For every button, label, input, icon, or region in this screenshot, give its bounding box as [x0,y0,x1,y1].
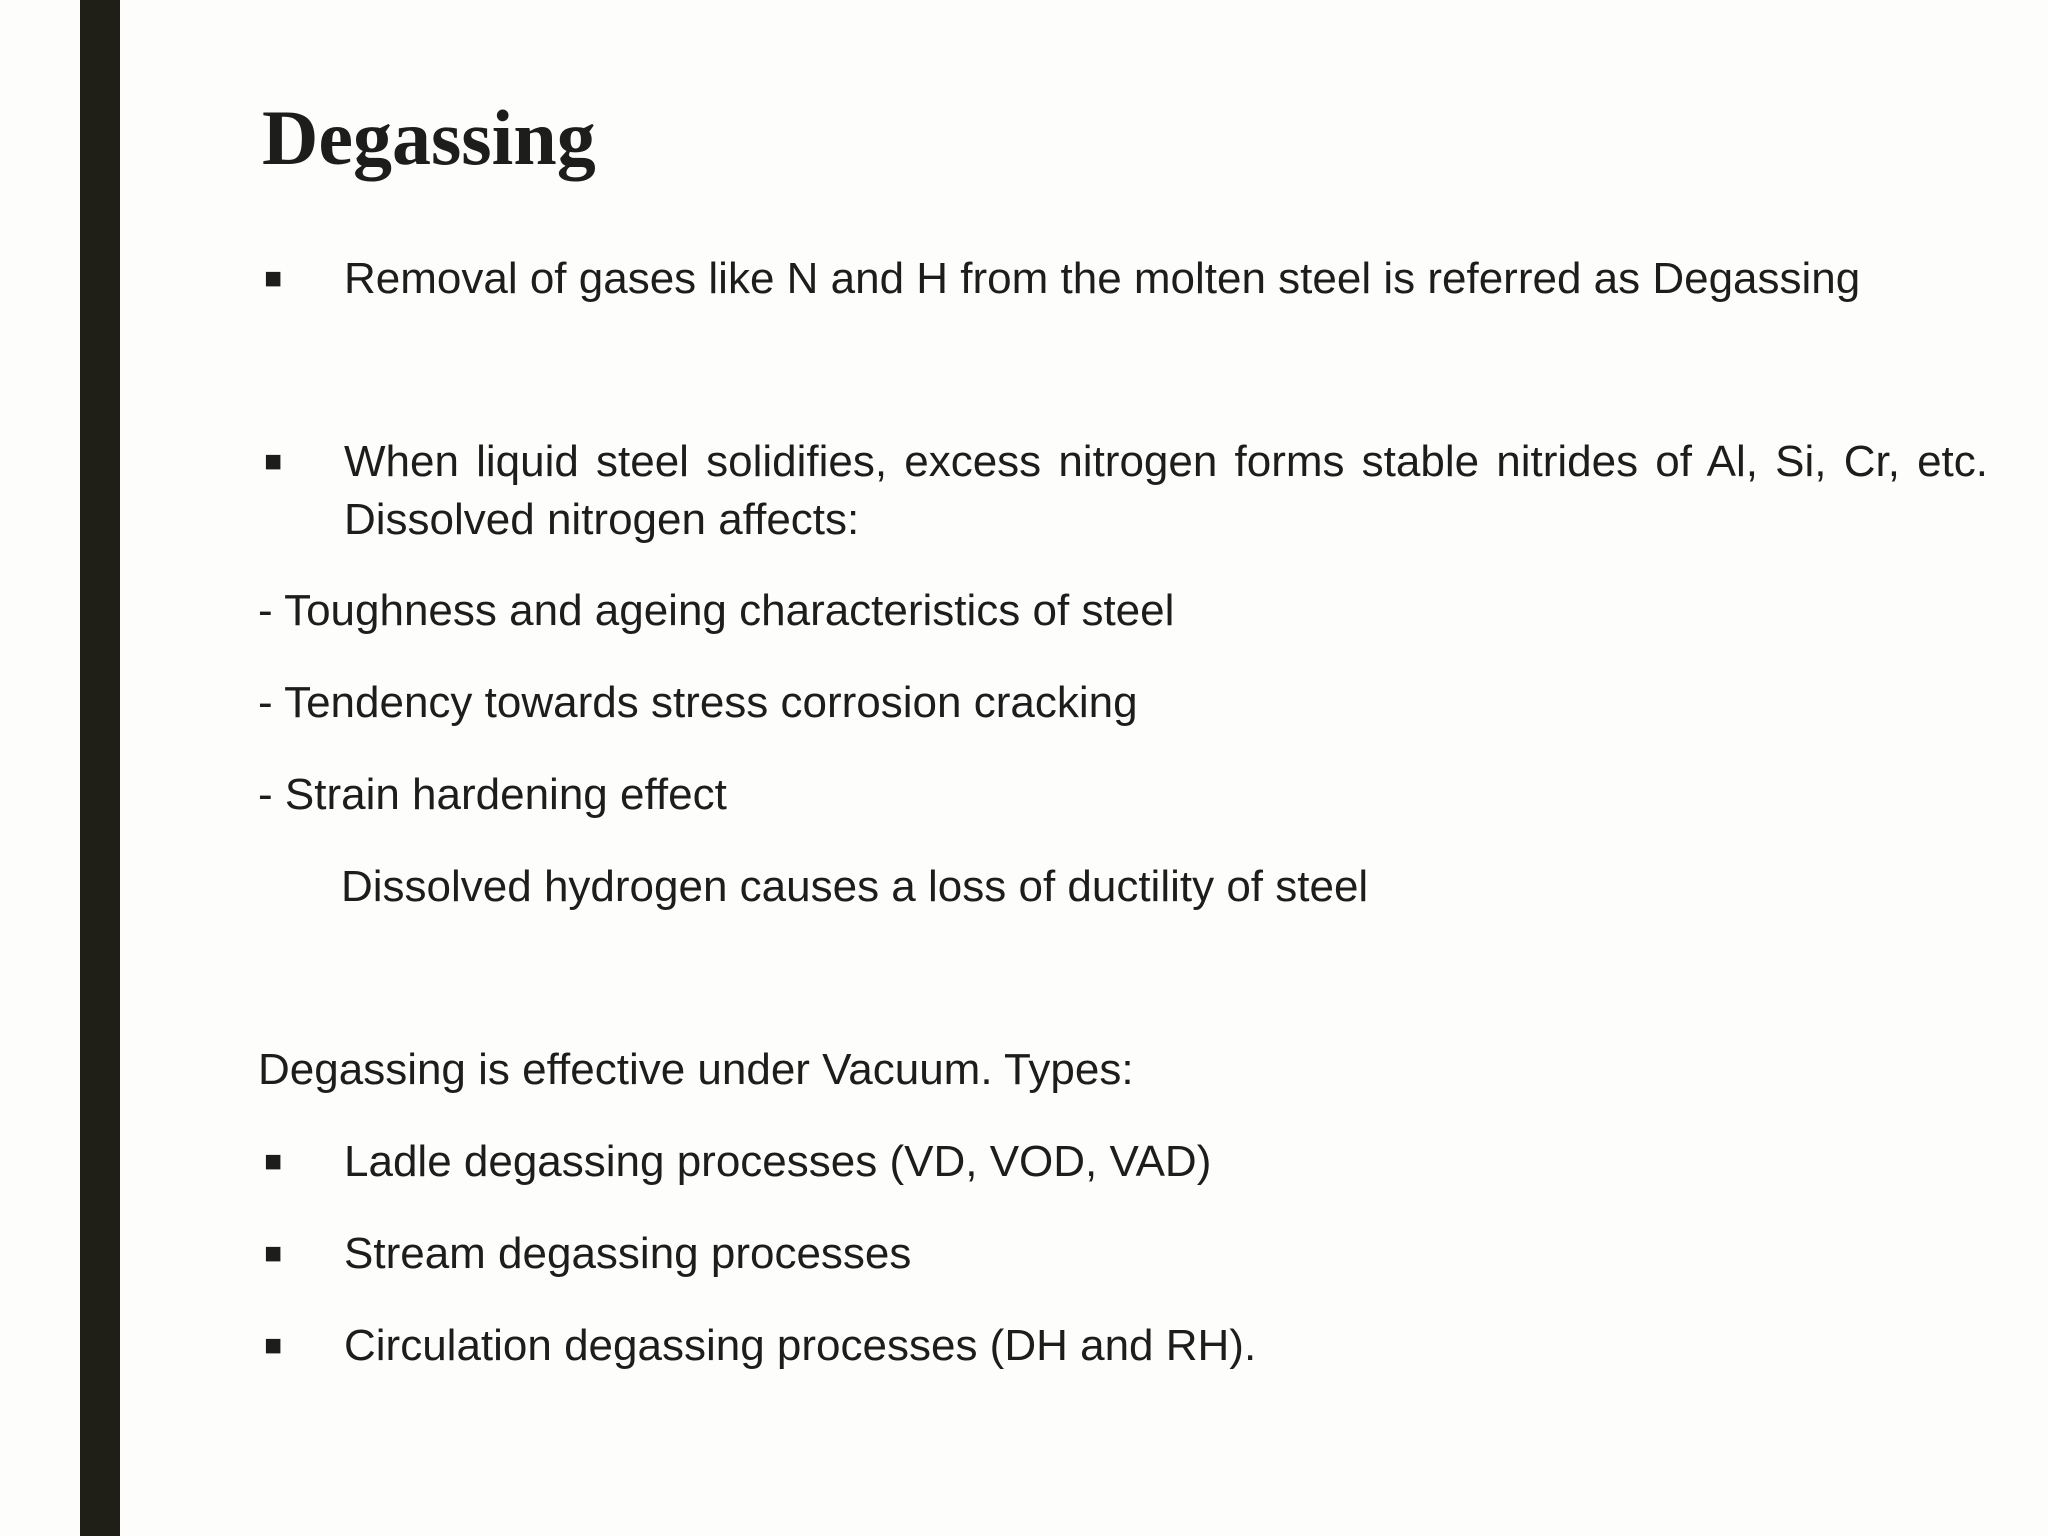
slide-title: Degassing [262,94,596,181]
bullet-marker: ■ [264,1329,283,1362]
types-intro: Degassing is effective under Vacuum. Types: [258,1045,1134,1094]
type-bullet-text: Stream degassing processes [344,1229,912,1278]
type-bullet-item [258,1317,1988,1375]
bullet-marker: ■ [264,1145,283,1178]
nitrogen-effect-item: - Strain hardening effect [258,770,727,819]
bullet-marker: ■ [264,1237,283,1270]
type-bullet-item [258,1133,1988,1191]
bullet-item [258,433,1988,549]
type-bullet-text: Circulation degassing processes (DH and RH). [344,1321,1257,1370]
bullet-text: Removal of gases like N and H from the molten steel is referred as Degassing [344,254,1861,303]
bullet-marker: ■ [264,262,283,295]
nitrogen-effect-item: - Tendency towards stress corrosion cracking [258,678,1138,727]
type-bullet-text: Ladle degassing processes (VD, VOD, VAD) [344,1137,1212,1186]
type-bullet-item [258,1225,1988,1283]
left-accent-bar [80,0,120,1536]
nitrogen-effect-item: - Toughness and ageing characteristics of steel [258,586,1175,635]
bullet-text: When liquid steel solidifies, excess nitrogen forms stable nitrides of Al, Si, Cr, etc. Dissolved nitrogen affects: [344,437,1988,544]
hydrogen-note: Dissolved hydrogen causes a loss of ductility of steel [341,862,1369,911]
bullet-item [258,250,1988,308]
bullet-marker: ■ [264,445,283,478]
